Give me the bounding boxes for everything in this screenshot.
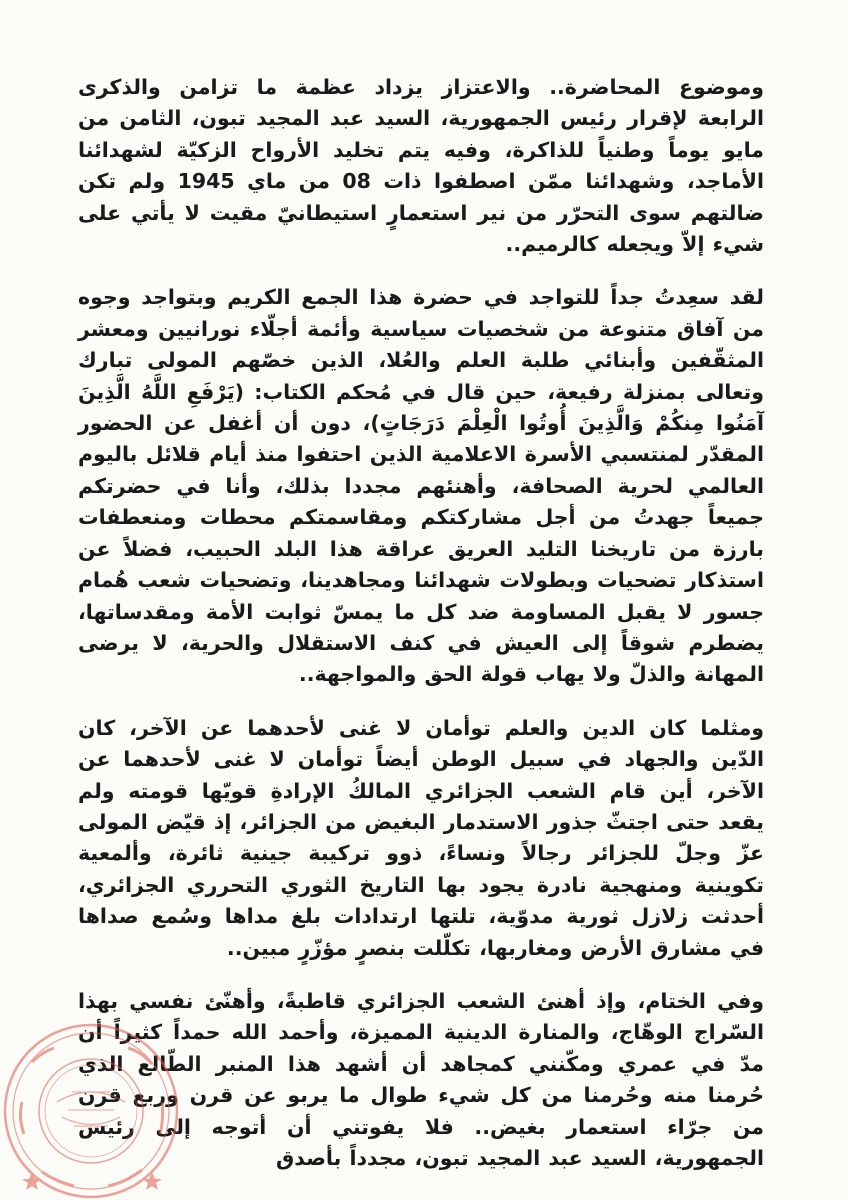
paragraph-1: وموضوع المحاضرة.. والاعتزاز يزداد عظمة ما تزامن والذكرى الرابعة لإقرار رئيس الجمهورية، السيد عبد المجيد تبون، الثامن من مايو يوماً وطنياً للذاكرة، وفيه يتم تخليد الأرواح الزكيّة لشهدائنا الأماجد، وشهدائنا ممّن اصطفوا ذات 08 من ماي 1945 ولم تكن ضالتهم سوى التحرّر من نير استعمارٍ استيطانيّ مقيت لا يأتي على شيء إلاّ ويجعله كالرميم.. — [78, 75, 764, 257]
paragraph-4: وفي الختام، وإذ أهنئ الشعب الجزائري قاطبةً، وأهنّئ نفسي بهذا السّراج الوهّاج، والمنارة الدينية المميزة، وأحمد الله حمداً كثيراً أن مدّ في عمري ومكّنني كمجاهد أن أشهد هذا المنبر الطّالع الذي حُرمنا منه وحُرمنا من كل شيء طوال ما يربو عن قرن وربع قرن من جرّاء استعمار بغيض.. فلا يفوتني أن أتوجه إلى رئيس الجمهورية، السيد عبد المجيد تبون، مجدداً بأصدق — [78, 988, 764, 1170]
paragraph-2: لقد سعِدتُ جداً للتواجد في حضرة هذا الجمع الكريم وبتواجد وجوه من آفاق متنوعة من شخصيات سياسية وأئمة أجلّاء نورانيين ومعشر المثقّفين وأبنائي طلبة العلم والعُلا، الذين خصّهم المولى تبارك وتعالى بمنزلة رفيعة، حين قال في مُحكم الكتاب: (يَرْفَعِ اللَّهُ الَّذِينَ آمَنُوا مِنكُمْ وَالَّذِينَ أُوتُوا الْعِلْمَ دَرَجَاتٍ)، دون أن أغفل عن الحضور المقدّر لمنتسبي الأسرة الاعلامية الذين احتفوا منذ أيام قلائل باليوم العالمي لحرية الصحافة، وأهنئهم مجددا بذلك، وأنا في حضرتكم جميعاً جهدتُ من أجل مشاركتكم ومقاسمتكم محطات ومنعطفات بارزة من تاريخنا التليد العريق عراقة هذا البلد الحبيب، فضلاً عن استذكار تضحيات وبطولات شهدائنا ومجاهدينا، وتضحيات شعب هُمام جسور لا يقبل المساومة ضد كل ما يمسّ ثوابت الأمة ومقدساتها، يضطرم شوقاً إلى العيش في كنف الاستقلال والحرية، لا يرضى المهانة والذلّ ولا يهاب قولة الحق والمواجهة.. — [78, 285, 764, 687]
document-body — [78, 72, 764, 1196]
official-seal-stamp — [2, 1022, 180, 1200]
paragraph-3: ومثلما كان الدين والعلم توأمان لا غنى لأحدهما عن الآخر، كان الدّين والجهاد في سبيل الوطن أيضاً توأمان لا غنى لأحدهما عن الآخر، أين قام الشعب الجزائري المالكُ الإرادةِ قويّها قومته ولم يقعد حتى اجتثّ جذور الاستدمار البغيض من الجزائر، إذ قيّض المولى عزّ وجلّ للجزائر رجالاً ونساءً، ذوو تركيبة جينية ثائرة، وألمعية تكوينية ومنهجية نادرة يجود بها التاريخ الثوري التحرري الجزائري، أحدثت زلازل ثورية مدوّية، تلتها ارتدادات بلغ مداها وسُمع صداها في مشارق الأرض ومغاربها، تكلّلت بنصرٍ مؤزّرٍ مبين.. — [78, 715, 764, 960]
